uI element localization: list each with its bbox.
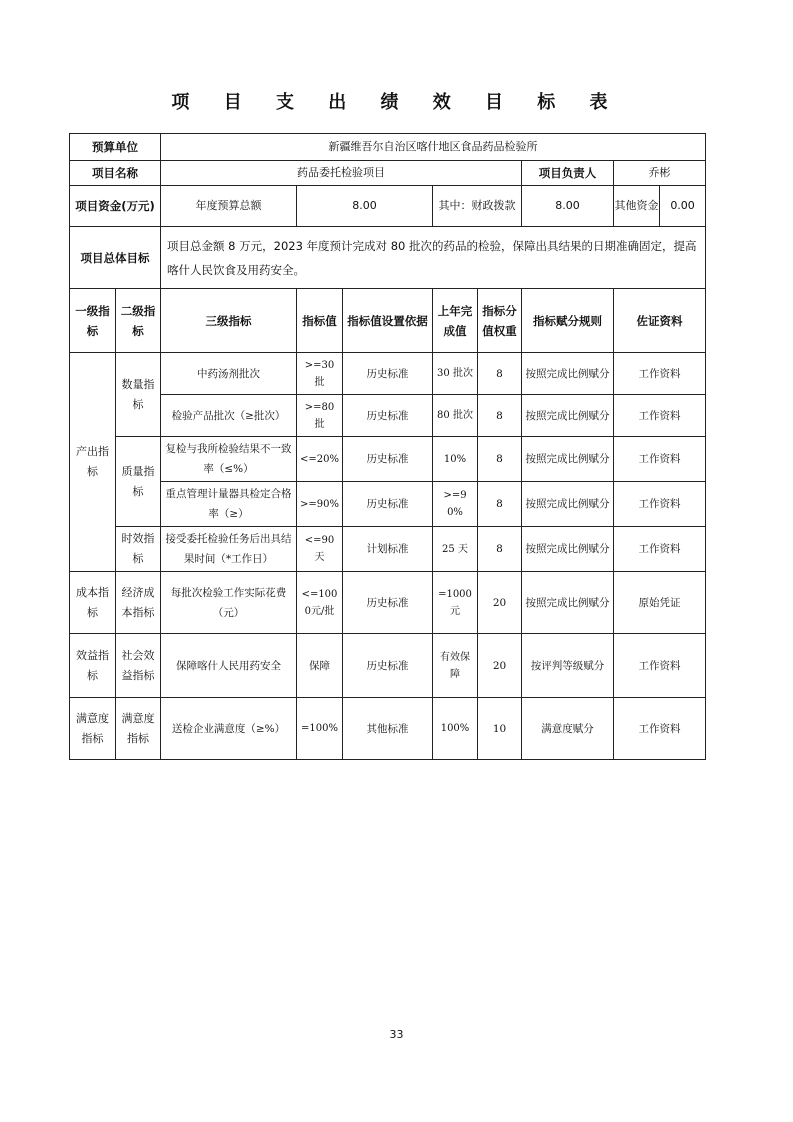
row-basis: 历史标准 <box>343 437 433 482</box>
annual-budget-label: 年度预算总额 <box>161 186 297 227</box>
row-value: 保障 <box>297 634 343 698</box>
row-evidence: 工作资料 <box>614 527 706 572</box>
other-funds-cell <box>614 186 706 227</box>
row-rule: 按评判等级赋分 <box>522 634 614 698</box>
row-weight: 20 <box>478 634 522 698</box>
row-last: >=90% <box>433 482 478 527</box>
row-basis: 历史标准 <box>343 482 433 527</box>
group-benefit: 效益指标 <box>70 634 116 698</box>
table-row <box>70 572 706 634</box>
row-rule: 按照完成比例赋分 <box>522 353 614 395</box>
row-value: >=90% <box>297 482 343 527</box>
row-basis: 历史标准 <box>343 353 433 395</box>
row-value: >=80批 <box>297 395 343 437</box>
row-evidence: 工作资料 <box>614 353 706 395</box>
row-weight: 8 <box>478 353 522 395</box>
project-name-value: 药品委托检验项目 <box>161 161 522 186</box>
header-last-year: 上年完成值 <box>433 289 478 353</box>
header-weight: 指标分值权重 <box>478 289 522 353</box>
row-basis: 其他标准 <box>343 698 433 760</box>
group-cost-economic: 经济成本指标 <box>116 572 161 634</box>
table-row <box>70 527 706 572</box>
leader-label: 项目负责人 <box>522 161 614 186</box>
row-rule: 按照完成比例赋分 <box>522 437 614 482</box>
row-indicator: 每批次检验工作实际花费（元） <box>161 572 297 634</box>
performance-target-table <box>69 133 706 760</box>
row-value: <=20% <box>297 437 343 482</box>
budget-unit-value: 新疆维吾尔自治区喀什地区食品药品检验所 <box>161 134 706 161</box>
page-number: 33 <box>389 1028 404 1041</box>
table-row <box>70 698 706 760</box>
row-weight: 8 <box>478 482 522 527</box>
row-last: 100% <box>433 698 478 760</box>
header-value: 指标值 <box>297 289 343 353</box>
row-rule: 按照完成比例赋分 <box>522 527 614 572</box>
group-timeliness: 时效指标 <box>116 527 161 572</box>
row-basis: 历史标准 <box>343 395 433 437</box>
group-satisfaction: 满意度指标 <box>70 698 116 760</box>
row-rule: 按照完成比例赋分 <box>522 572 614 634</box>
table-row <box>70 437 706 482</box>
table-row <box>70 482 706 527</box>
header-basis: 指标值设置依据 <box>343 289 433 353</box>
row-last: 有效保障 <box>433 634 478 698</box>
header-level2: 二级指标 <box>116 289 161 353</box>
row-weight: 20 <box>478 572 522 634</box>
row-basis: 计划标准 <box>343 527 433 572</box>
row-indicator: 中药汤剂批次 <box>161 353 297 395</box>
row-basis: 历史标准 <box>343 634 433 698</box>
annual-budget-value: 8.00 <box>297 186 433 227</box>
row-rule: 满意度赋分 <box>522 698 614 760</box>
row-evidence: 工作资料 <box>614 634 706 698</box>
other-funds-label: 其他资金 <box>614 199 659 212</box>
row-value: <=1000元/批 <box>297 572 343 634</box>
row-indicator: 保障喀什人民用药安全 <box>161 634 297 698</box>
group-quantity: 数量指标 <box>116 353 161 437</box>
row-rule: 按照完成比例赋分 <box>522 482 614 527</box>
row-last: =1000元 <box>433 572 478 634</box>
group-quality: 质量指标 <box>116 437 161 527</box>
row-indicator: 复检与我所检验结果不一致率（≤%） <box>161 437 297 482</box>
row-weight: 8 <box>478 527 522 572</box>
page-title: 项 目 支 出 绩 效 目 标 表 <box>171 92 622 113</box>
table-row <box>70 353 706 395</box>
row-evidence: 工作资料 <box>614 395 706 437</box>
row-last: 80 批次 <box>433 395 478 437</box>
other-funds-value: 0.00 <box>659 186 705 226</box>
row-indicator: 重点管理计量器具检定合格率（≥） <box>161 482 297 527</box>
row-weight: 8 <box>478 395 522 437</box>
group-cost: 成本指标 <box>70 572 116 634</box>
row-weight: 10 <box>478 698 522 760</box>
row-evidence: 工作资料 <box>614 698 706 760</box>
project-name-label: 项目名称 <box>70 161 161 186</box>
header-evidence: 佐证资料 <box>614 289 706 353</box>
fiscal-value: 8.00 <box>522 186 614 227</box>
budget-unit-label: 预算单位 <box>70 134 161 161</box>
row-basis: 历史标准 <box>343 572 433 634</box>
row-evidence: 工作资料 <box>614 437 706 482</box>
goal-text: 项目总金额 8 万元，2023 年度预计完成对 80 批次的药品的检验，保障出具结果的日期准确固定，提高喀什人民饮食及用药安全。 <box>161 227 706 289</box>
group-satisfaction-sub: 满意度指标 <box>116 698 161 760</box>
fiscal-label: 其中：财政拨款 <box>433 186 522 227</box>
header-rule: 指标赋分规则 <box>522 289 614 353</box>
funds-label: 项目资金(万元) <box>70 186 161 227</box>
header-level1: 一级指标 <box>70 289 116 353</box>
row-indicator: 送检企业满意度（≥%） <box>161 698 297 760</box>
row-evidence: 工作资料 <box>614 482 706 527</box>
table-row <box>70 395 706 437</box>
row-last: 25 天 <box>433 527 478 572</box>
header-level3: 三级指标 <box>161 289 297 353</box>
leader-value: 乔彬 <box>614 161 706 186</box>
goal-label: 项目总体目标 <box>70 227 161 289</box>
row-last: 10% <box>433 437 478 482</box>
row-value: =100% <box>297 698 343 760</box>
row-indicator: 接受委托检验任务后出具结果时间（*工作日） <box>161 527 297 572</box>
row-value: <=90天 <box>297 527 343 572</box>
group-social-benefit: 社会效益指标 <box>116 634 161 698</box>
row-evidence: 原始凭证 <box>614 572 706 634</box>
row-value: >=30批 <box>297 353 343 395</box>
row-rule: 按照完成比例赋分 <box>522 395 614 437</box>
row-last: 30 批次 <box>433 353 478 395</box>
row-indicator: 检验产品批次（≥批次） <box>161 395 297 437</box>
table-row <box>70 634 706 698</box>
group-output: 产出指标 <box>70 353 116 572</box>
row-weight: 8 <box>478 437 522 482</box>
